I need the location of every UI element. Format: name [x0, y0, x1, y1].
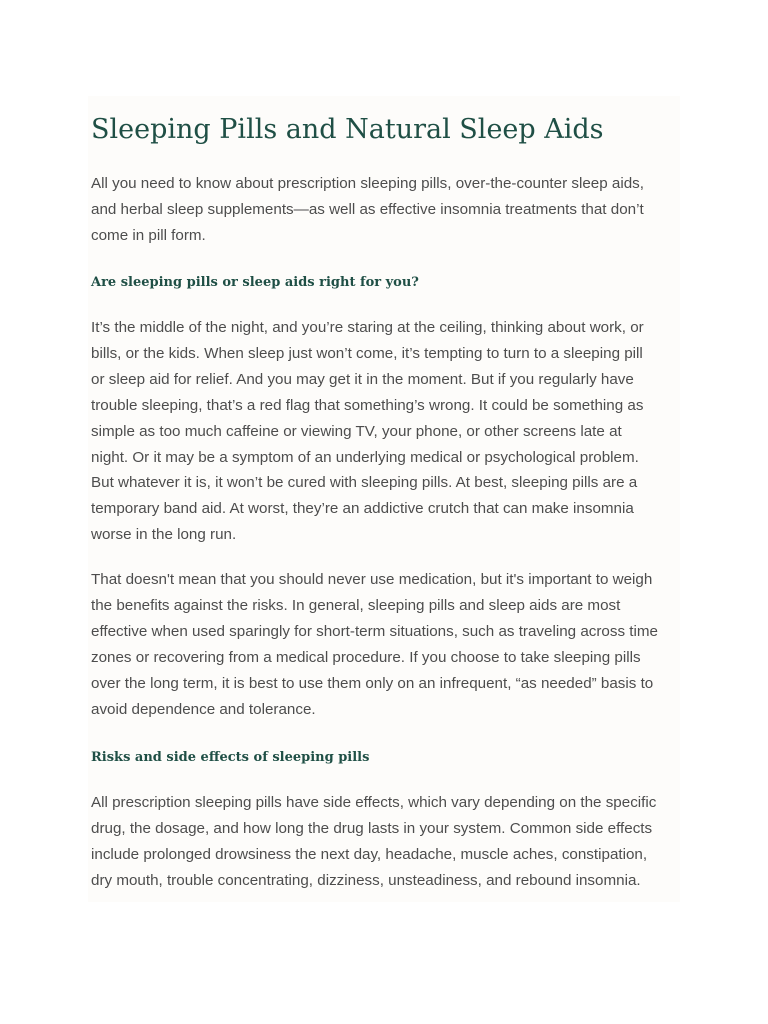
text-line: worse in the long run. — [91, 526, 237, 544]
text-line: drug, the dosage, and how long the drug lasts in your system. Common side effects — [91, 819, 653, 837]
text-line: come in pill form. — [91, 226, 206, 244]
text-line: But whatever it is, it won’t be cured with sleeping pills. At best, sleeping pills are a — [91, 474, 638, 492]
text-line: That doesn't mean that you should never use medication, but it's important to weigh — [91, 571, 653, 588]
text-line: over the long term, it is best to use them only on an infrequent, “as needed” basis to — [91, 674, 654, 692]
intro-paragraph — [91, 171, 683, 249]
article-page — [88, 96, 680, 902]
body-paragraph — [91, 790, 683, 894]
text-line: effective when used sparingly for short-term situations, such as traveling across time — [91, 622, 658, 640]
section-heading-right-for-you: Are sleeping pills or sleep aids right for you? — [91, 275, 419, 290]
text-line: bills, or the kids. When sleep just won’t come, it’s tempting to turn to a sleeping pill — [91, 344, 643, 362]
text-line: simple as too much caffeine or viewing TV, your phone, or other screens late at — [91, 422, 622, 440]
text-line: night. Or it may be a symptom of an underlying medical or psychological problem. — [91, 448, 639, 466]
text-line: temporary band aid. At worst, they’re an addictive crutch that can make insomnia — [91, 500, 634, 518]
body-paragraph — [91, 567, 683, 722]
text-line: and herbal sleep supplements—as well as effective insomnia treatments that don’t — [91, 200, 644, 218]
text-line: the benefits against the risks. In general, sleeping pills and sleep aids are most — [91, 596, 621, 614]
text-line: All prescription sleeping pills have side effects, which vary depending on the specific — [91, 794, 657, 811]
section-heading-risks: Risks and side effects of sleeping pills — [91, 750, 370, 765]
text-line: It’s the middle of the night, and you’re staring at the ceiling, thinking about work, or — [91, 319, 644, 336]
text-line: avoid dependence and tolerance. — [91, 700, 316, 718]
text-line: or sleep aid for relief. And you may get it in the moment. But if you regularly have — [91, 370, 634, 388]
text-line: dry mouth, trouble concentrating, dizziness, unsteadiness, and rebound insomnia. — [91, 871, 641, 889]
text-line: include prolonged drowsiness the next day, headache, muscle aches, constipation, — [91, 845, 648, 863]
text-line: zones or recovering from a medical procedure. If you choose to take sleeping pills — [91, 648, 641, 666]
body-paragraph — [91, 315, 683, 548]
text-line: All you need to know about prescription sleeping pills, over-the-counter sleep aids, — [91, 175, 644, 192]
article-title: Sleeping Pills and Natural Sleep Aids — [91, 114, 604, 145]
text-line: trouble sleeping, that’s a red flag that something’s wrong. It could be something as — [91, 396, 644, 414]
